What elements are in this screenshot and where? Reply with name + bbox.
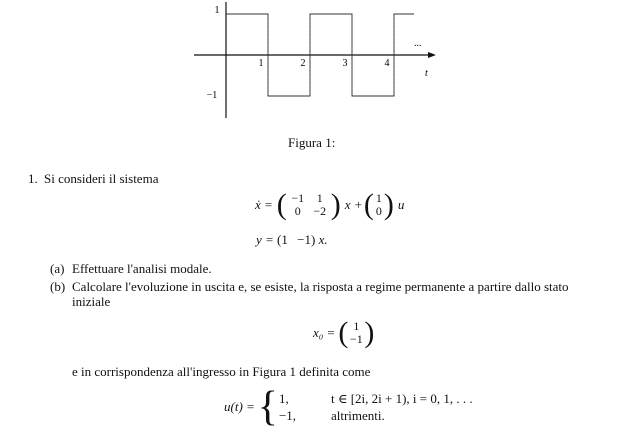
case1-condition: t ∈ [2i, 2i + 1), i = 0, 1, . . . <box>330 391 473 406</box>
initial-state: x₀ = ( 1 −1 ) <box>313 316 375 349</box>
plus-sign: + <box>354 197 362 212</box>
matrix-c-1: (1 <box>277 232 288 247</box>
y-lhs: y = <box>256 232 274 247</box>
matrix-c-2: −1) <box>297 232 316 247</box>
part-a-label: (a) <box>50 261 65 276</box>
matrix-a-12: 1 <box>316 191 323 205</box>
matrix-a-21: 0 <box>294 204 301 218</box>
input-definition: u(t) = { 1, t ∈ [2i, 2i + 1), i = 0, 1, . . . −1, altrimenti. <box>224 384 473 430</box>
case2-value: −1, <box>278 408 297 423</box>
x-axis-label: t <box>425 68 428 79</box>
matrix-a-22: −2 <box>313 204 327 218</box>
continuation-dots: ... <box>414 38 422 49</box>
x0-vector <box>348 320 364 346</box>
input-var-u: u <box>397 197 405 212</box>
matrix-b-2: 0 <box>375 204 382 218</box>
case2-condition: altrimenti. <box>330 408 385 423</box>
exercise-number: 1. <box>28 171 38 186</box>
x-tick-3: 3 <box>342 58 348 69</box>
y-tick-top: 1 <box>214 5 220 16</box>
xdot-lhs: ẋ = <box>255 197 273 212</box>
input-description: e in corrispondenza all'ingresso in Figura 1 definita come <box>72 364 371 379</box>
part-b-text-line2: iniziale <box>72 294 111 309</box>
square-wave-figure <box>180 0 450 125</box>
y-tick-bottom: −1 <box>206 90 218 101</box>
y-rhs: x. <box>318 232 328 247</box>
part-a-text: Effettuare l'analisi modale. <box>72 261 212 276</box>
part-b-text-line1: Calcolare l'evoluzione in uscita e, se esiste, la risposta a regime permanente a partire dallo stato <box>72 279 569 294</box>
exercise-intro: Si consideri il sistema <box>44 171 159 186</box>
matrix-b-1: 1 <box>375 191 382 205</box>
figure-caption: Figura 1: <box>288 135 336 150</box>
matrix-a <box>287 192 331 218</box>
matrix-a-11: −1 <box>291 191 305 205</box>
x0-lhs: x₀ = <box>313 325 336 340</box>
piecewise-cases <box>279 390 473 424</box>
x-tick-4: 4 <box>384 58 390 69</box>
x0-2: −1 <box>349 332 363 346</box>
matrix-b <box>374 192 384 218</box>
part-b-label: (b) <box>50 279 66 294</box>
x-tick-2: 2 <box>300 58 306 69</box>
state-equation: ẋ = ( −1 1 0 −2 ) x + ( 1 0 ) u <box>255 188 405 221</box>
case1-value: 1, <box>278 391 289 406</box>
x-tick-1: 1 <box>258 58 264 69</box>
x-axis-arrow <box>428 52 436 58</box>
u-lhs: u(t) = <box>224 399 255 414</box>
x0-1: 1 <box>353 319 360 333</box>
state-var-x: x <box>344 197 351 212</box>
output-equation <box>256 232 328 248</box>
